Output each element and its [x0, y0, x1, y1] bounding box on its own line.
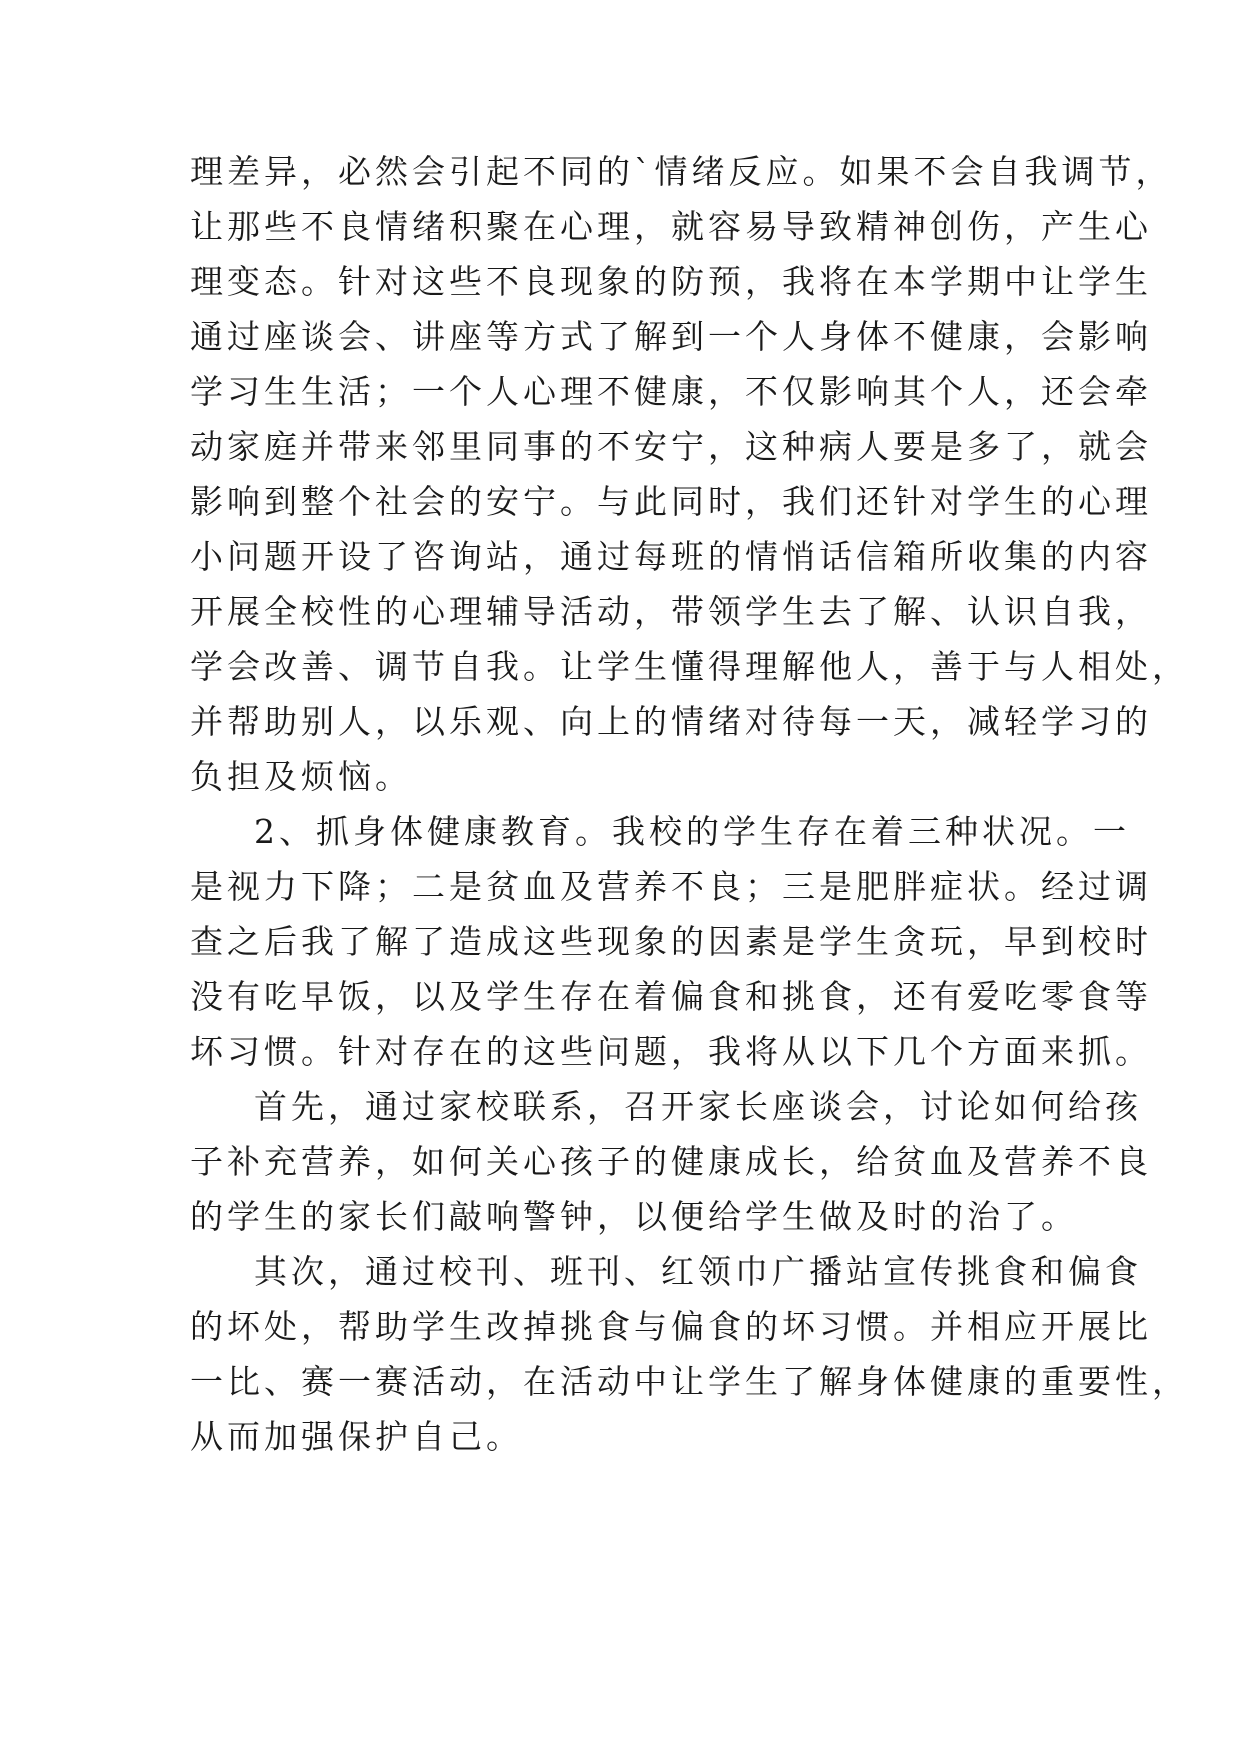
- text-line: 负担及烦恼。: [190, 757, 412, 796]
- text-line: 从而加强保护自己。: [190, 1417, 523, 1456]
- text-line: 一比、赛一赛活动，在活动中让学生了解身体健康的重要性，: [190, 1362, 1189, 1401]
- text-line: 坏习惯。针对存在的这些问题，我将从以下几个方面来抓。: [190, 1032, 1152, 1071]
- text-line: 查之后我了解了造成这些现象的因素是学生贪玩，早到校时: [190, 922, 1152, 961]
- paragraph-first-line: 其次，通过校刊、班刊、红领巾广播站宣传挑食和偏食: [254, 1252, 1142, 1291]
- text-line: 的坏处，帮助学生改掉挑食与偏食的坏习惯。并相应开展比: [190, 1307, 1152, 1346]
- text-line: 让那些不良情绪积聚在心理，就容易导致精神创伤，产生心: [190, 207, 1152, 246]
- text-line: 子补充营养，如何关心孩子的健康成长，给贫血及营养不良: [190, 1142, 1152, 1181]
- text-line: 小问题开设了咨询站，通过每班的情悄话信箱所收集的内容: [190, 537, 1152, 576]
- text-line: 的学生的家长们敲响警钟，以便给学生做及时的治了。: [190, 1197, 1078, 1236]
- text-line: 开展全校性的心理辅导活动，带领学生去了解、认识自我，: [190, 592, 1152, 631]
- paragraph-first-line: 首先，通过家校联系，召开家长座谈会，讨论如何给孩: [254, 1087, 1142, 1126]
- text-line: 理差异，必然会引起不同的`情绪反应。如果不会自我调节，: [190, 152, 1173, 191]
- text-line: 没有吃早饭，以及学生存在着偏食和挑食，还有爱吃零食等: [190, 977, 1152, 1016]
- paragraph-first-line: 2、抓身体健康教育。我校的学生存在着三种状况。一: [254, 812, 1130, 851]
- text-line: 学会改善、调节自我。让学生懂得理解他人，善于与人相处，: [190, 647, 1189, 686]
- text-line: 通过座谈会、讲座等方式了解到一个人身体不健康，会影响: [190, 317, 1152, 356]
- text-line: 学习生生活；一个人心理不健康，不仅影响其个人，还会牵: [190, 372, 1152, 411]
- text-line: 理变态。针对这些不良现象的防预，我将在本学期中让学生: [190, 262, 1152, 301]
- text-line: 影响到整个社会的安宁。与此同时，我们还针对学生的心理: [190, 482, 1152, 521]
- text-line: 并帮助别人，以乐观、向上的情绪对待每一天，减轻学习的: [190, 702, 1152, 741]
- text-line: 动家庭并带来邻里同事的不安宁，这种病人要是多了，就会: [190, 427, 1152, 466]
- text-line: 是视力下降；二是贫血及营养不良；三是肥胖症状。经过调: [190, 867, 1152, 906]
